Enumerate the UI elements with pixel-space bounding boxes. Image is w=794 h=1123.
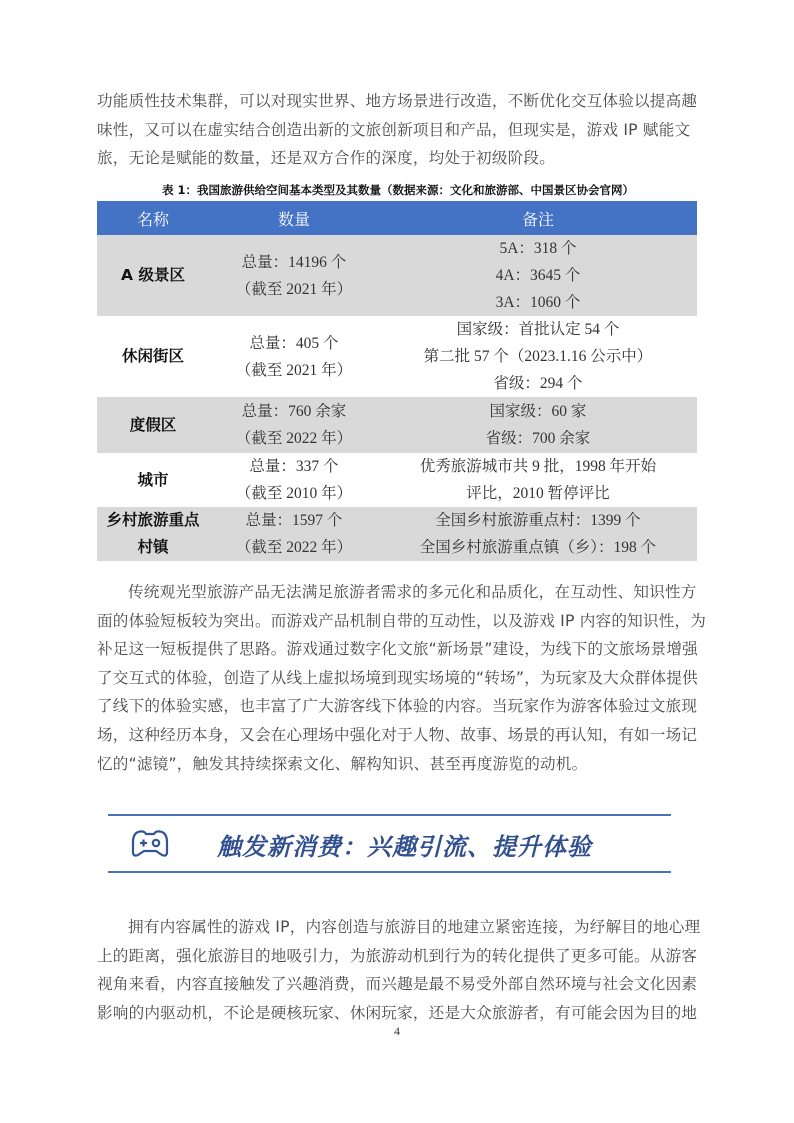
cell-notes: 5A：318 个 4A：3645 个 3A：1060 个 xyxy=(379,235,697,316)
text-line: 拥有内容属性的游戏 IP，内容创造与旅游目的地建立紧密连接，为纾解目的地心理 xyxy=(128,918,701,936)
table-row xyxy=(97,507,697,561)
cell-notes: 国家级：60 家 省级：700 余家 xyxy=(379,397,697,453)
column-header-quantity: 数量 xyxy=(209,201,379,235)
cell-quantity: 总量：337 个 （截至 2010 年） xyxy=(235,458,353,502)
cell-notes: 全国乡村旅游重点村：1399 个 全国乡村旅游重点镇（乡）：198 个 xyxy=(379,507,697,561)
divider-top xyxy=(108,814,671,816)
cell-name: 城市 xyxy=(137,470,169,489)
text-line: 影响的内驱动机，不论是硬核玩家、休闲玩家，还是大众旅游者，有可能会因为目的地 xyxy=(97,1003,698,1022)
text-line: 功能质性技术集群，可以对现实世界、地方场景进行改造，不断优化交互体验以提高趣 xyxy=(97,92,698,110)
cell-notes: 优秀旅游城市共 9 批，1998 年开始 评比，2010 暂停评比 xyxy=(419,458,657,502)
table-header-row xyxy=(97,201,697,235)
body-paragraph-3 xyxy=(97,913,699,1027)
section-title: 触发新消费：兴趣引流、提升体验 xyxy=(217,833,592,861)
text-line: 传统观光型旅游产品无法满足旅游者需求的多元化和品质化，在互动性、知识性方 xyxy=(128,583,697,601)
text-line: 了交互式的体验，创造了从线上虚拟场境到现实场境的“转场”，为玩家及大众群体提供 xyxy=(97,668,698,687)
cell-name: 乡村旅游重点 村镇 xyxy=(97,507,209,561)
table-row xyxy=(97,235,697,316)
cell-notes: 国家级：首批认定 54 个 第二批 57 个（2023.1.16 公示中） 省级：294 个 xyxy=(423,321,653,392)
cell-quantity: 总量：760 余家 （截至 2022 年） xyxy=(209,397,379,453)
text-line: 视角来看，内容直接触发了兴趣消费，而兴趣是最不易受外部自然环境与社会文化因素 xyxy=(97,975,698,994)
cell-name: 度假区 xyxy=(97,397,209,453)
table-row xyxy=(97,453,697,507)
intro-paragraph xyxy=(97,87,699,173)
table-caption: 表 1：我国旅游供给空间基本类型及其数量（数据来源：文化和旅游部、中国景区协会官网） xyxy=(161,183,634,197)
cell-name: 休闲街区 xyxy=(121,347,184,365)
text-line: 味性，又可以在虚实结合创造出新的文旅创新项目和产品，但现实是，游戏 IP 赋能文 xyxy=(97,120,691,139)
text-line: 了线下的体验实感，也丰富了广大游客线下体验的内容。当玩家作为游客体验过文旅现 xyxy=(97,697,698,716)
column-header-notes: 备注 xyxy=(379,201,697,235)
text-line: 旅，无论是赋能的数量，还是双方合作的深度，均处于初级阶段。 xyxy=(97,149,556,168)
cell-name: A 级景区 xyxy=(97,235,209,316)
table-row xyxy=(97,316,697,397)
divider-bottom xyxy=(108,871,671,873)
text-line: 忆的“滤镜”，触发其持续探索文化、解构知识、甚至再度游览的动机。 xyxy=(97,754,588,773)
section-heading-banner xyxy=(108,814,671,874)
tourism-supply-table xyxy=(97,201,697,561)
text-line: 面的体验短板较为突出。而游戏产品机制自带的互动性，以及游戏 IP 内容的知识性，为 xyxy=(97,611,707,630)
text-line: 补足这一短板提供了思路。游戏通过数字化文旅“新场景”建设，为线下的文旅场景增强 xyxy=(97,640,698,659)
body-paragraph-2 xyxy=(97,578,707,778)
text-line: 上的距离，强化旅游目的地吸引力，为旅游动机到行为的转化提供了更多可能。从游客 xyxy=(97,946,698,965)
cell-quantity: 总量：14196 个 （截至 2021 年） xyxy=(209,235,379,316)
cell-quantity: 总量：1597 个 （截至 2022 年） xyxy=(209,507,379,561)
table-row xyxy=(97,397,697,453)
cell-quantity: 总量：405 个 （截至 2021 年） xyxy=(235,334,353,379)
page-number: 4 xyxy=(394,1024,400,1038)
column-header-name: 名称 xyxy=(97,201,209,235)
text-line: 场，这种经历本身，又会在心理场中强化对于人物、故事、场景的再认知，有如一场记 xyxy=(97,725,698,744)
